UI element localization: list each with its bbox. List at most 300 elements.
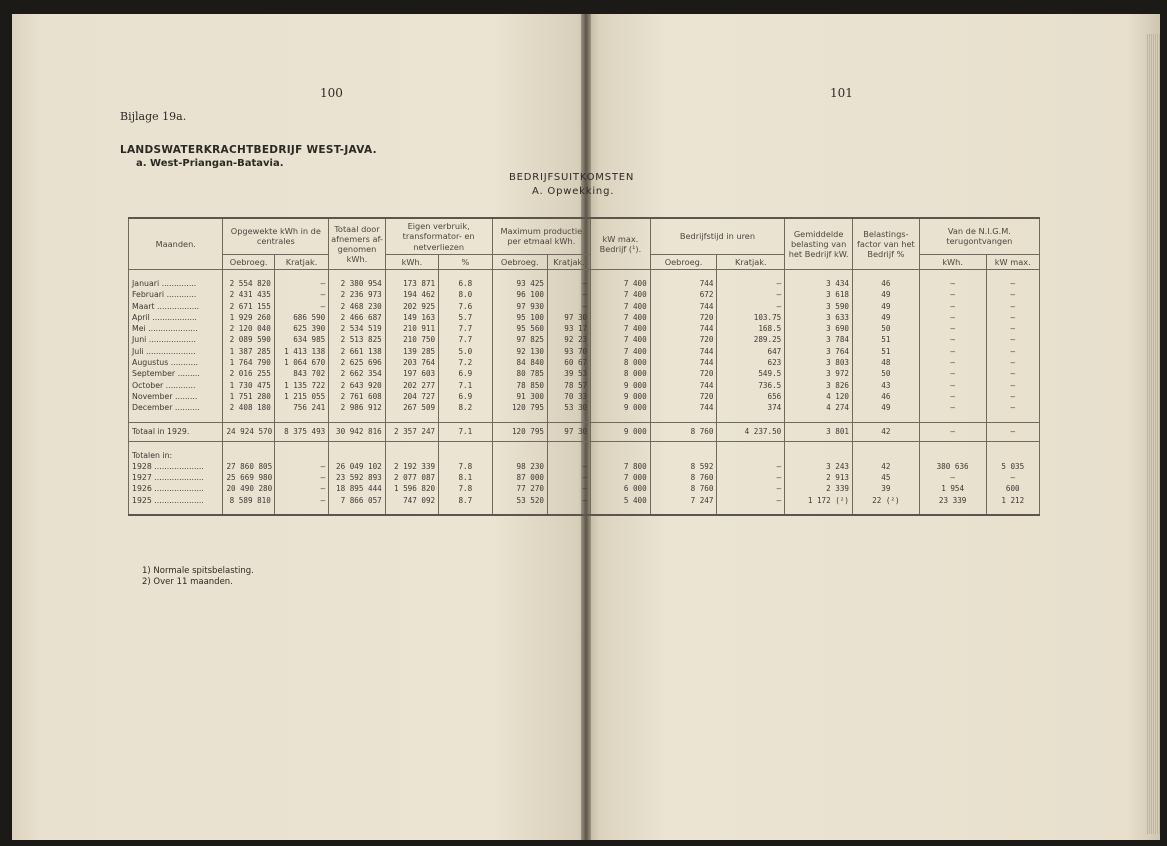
table-cell: 194 462: [385, 289, 438, 300]
table-cell: 97 930: [492, 301, 547, 312]
table-cell: —: [547, 483, 590, 494]
row-label: Totaal in 1929.: [129, 422, 223, 441]
spacer-row: [129, 270, 1040, 279]
table-cell: 39 53: [547, 368, 590, 379]
table-cell: —: [547, 278, 590, 289]
table-cell: 3 784: [785, 334, 853, 345]
header-oebroeg: Oebroeg.: [223, 254, 274, 269]
row-label: Januari ..............: [129, 278, 223, 289]
table-cell: 8.1: [439, 472, 492, 483]
table-row: [129, 380, 1040, 391]
table-row: [129, 301, 1040, 312]
region-subtitle: a. West-Priangan-Batavia.: [136, 158, 284, 169]
table-cell: 7.1: [439, 380, 492, 391]
table-cell: 1 064 670: [274, 357, 328, 368]
table-cell: 1 764 790: [223, 357, 274, 368]
table-cell: 7.7: [439, 334, 492, 345]
table-cell: 2 913: [785, 472, 853, 483]
table-cell: —: [986, 402, 1040, 413]
header-months: Maanden.: [129, 218, 223, 270]
table-cell: 3 618: [785, 289, 853, 300]
table-body: [129, 270, 1040, 516]
table-cell: 97 30: [547, 312, 590, 323]
table-row: [129, 422, 1040, 441]
row-label: October ............: [129, 380, 223, 391]
table-row: [129, 312, 1040, 323]
table-cell: 49: [853, 402, 920, 413]
table-cell: 23 339: [919, 495, 986, 506]
table-cell: 656: [717, 391, 785, 402]
table-cell: 43: [853, 380, 920, 391]
table-cell: 7.8: [439, 483, 492, 494]
table-cell: 103.75: [717, 312, 785, 323]
table-cell: 210 911: [385, 323, 438, 334]
table-cell: 5.0: [439, 346, 492, 357]
table-cell: 7 400: [591, 289, 651, 300]
table-cell: 98 230: [492, 461, 547, 472]
table-cell: 7.7: [439, 323, 492, 334]
table-cell: 139 285: [385, 346, 438, 357]
row-label: Augustus ...........: [129, 357, 223, 368]
table-cell: 18 895 444: [329, 483, 385, 494]
row-label: Mei ....................: [129, 323, 223, 334]
table-cell: 7 247: [650, 495, 717, 506]
table-cell: 149 163: [385, 312, 438, 323]
table-cell: 8 760: [650, 422, 717, 441]
table-cell: 120 795: [492, 422, 547, 441]
table-cell: 120 795: [492, 402, 547, 413]
table-cell: 1 730 475: [223, 380, 274, 391]
table-row: [129, 289, 1040, 300]
table-cell: —: [986, 357, 1040, 368]
table-cell: —: [919, 346, 986, 357]
table-cell: 22 (²): [853, 495, 920, 506]
table-cell: 78 850: [492, 380, 547, 391]
table-cell: 744: [650, 402, 717, 413]
table-cell: 93 425: [492, 278, 547, 289]
table-cell: 23 592 893: [329, 472, 385, 483]
row-label: Maart .................: [129, 301, 223, 312]
appendix-label: Bijlage 19a.: [120, 110, 187, 123]
table-cell: 843 702: [274, 368, 328, 379]
table-cell: 8 760: [650, 472, 717, 483]
table-cell: 747 092: [385, 495, 438, 506]
header-max-oebroeg: Oebroeg.: [492, 254, 547, 269]
table-cell: 634 985: [274, 334, 328, 345]
header-operating-time: Bedrijfstijd in uren: [650, 218, 785, 254]
table-cell: 549.5: [717, 368, 785, 379]
table-cell: 9 000: [591, 380, 651, 391]
section-title: BEDRIJFSUITKOMSTEN: [509, 172, 635, 183]
row-label: 1927 ....................: [129, 472, 223, 483]
table-cell: 97 825: [492, 334, 547, 345]
table-cell: 8 375 493: [274, 422, 328, 441]
table-cell: 92 23: [547, 334, 590, 345]
table-row: [129, 483, 1040, 494]
table-cell: 2 986 912: [329, 402, 385, 413]
table-cell: 7 000: [591, 472, 651, 483]
table-cell: 9 000: [591, 402, 651, 413]
table-cell: 92 130: [492, 346, 547, 357]
table-cell: 20 490 280: [223, 483, 274, 494]
table-cell: 686 590: [274, 312, 328, 323]
header-max-production: Maximum productie per etmaal kWh.: [492, 218, 591, 254]
header-generated: Opgewekte kWh in de centrales: [223, 218, 329, 254]
table-cell: 2 643 920: [329, 380, 385, 391]
table-cell: 2 016 255: [223, 368, 274, 379]
row-label: 1925 ....................: [129, 495, 223, 506]
table-cell: —: [919, 391, 986, 402]
footnote-2: 2) Over 11 maanden.: [142, 577, 233, 587]
table-cell: 2 408 180: [223, 402, 274, 413]
header-own-use: Eigen verbruik, transformator- en netverliezen: [385, 218, 492, 254]
table-cell: 720: [650, 368, 717, 379]
table-cell: 1 135 722: [274, 380, 328, 391]
table-cell: 744: [650, 323, 717, 334]
table-cell: 42: [853, 461, 920, 472]
table-cell: 173 871: [385, 278, 438, 289]
table-cell: 2 236 973: [329, 289, 385, 300]
table-cell: 27 860 805: [223, 461, 274, 472]
table-cell: 744: [650, 301, 717, 312]
table-cell: 3 590: [785, 301, 853, 312]
table-row: [129, 323, 1040, 334]
table-cell: —: [547, 301, 590, 312]
table-cell: 2 077 087: [385, 472, 438, 483]
table-cell: 50: [853, 368, 920, 379]
table-cell: —: [717, 461, 785, 472]
table-cell: 2 761 608: [329, 391, 385, 402]
header-kratjak: Kratjak.: [274, 254, 328, 269]
table-cell: —: [547, 495, 590, 506]
table-cell: —: [986, 472, 1040, 483]
table-cell: —: [986, 312, 1040, 323]
table-cell: 8 760: [650, 483, 717, 494]
table-cell: 49: [853, 289, 920, 300]
table-cell: —: [717, 278, 785, 289]
table-cell: —: [919, 357, 986, 368]
table-cell: —: [986, 289, 1040, 300]
table-row: [129, 402, 1040, 413]
table-cell: —: [717, 301, 785, 312]
table-cell: 289.25: [717, 334, 785, 345]
table-cell: 7 400: [591, 346, 651, 357]
row-label: Juli ....................: [129, 346, 223, 357]
table-cell: 1 929 260: [223, 312, 274, 323]
table-cell: 2 120 040: [223, 323, 274, 334]
row-label: September .........: [129, 368, 223, 379]
table-cell: 736.5: [717, 380, 785, 391]
table-cell: —: [919, 312, 986, 323]
open-book: [12, 14, 1160, 840]
table-cell: 87 000: [492, 472, 547, 483]
table-cell: 93 70: [547, 346, 590, 357]
table-cell: 4 274: [785, 402, 853, 413]
table-cell: 720: [650, 312, 717, 323]
table-cell: 2 554 820: [223, 278, 274, 289]
table-cell: 625 390: [274, 323, 328, 334]
header-nigm-kw: kW max.: [986, 254, 1040, 269]
table-cell: 6.8: [439, 278, 492, 289]
header-max-kratjak: Kratjak.: [547, 254, 590, 269]
table-cell: 7 400: [591, 301, 651, 312]
table-row: [129, 391, 1040, 402]
table-cell: 2 662 354: [329, 368, 385, 379]
table-row: [129, 334, 1040, 345]
table-cell: 49: [853, 312, 920, 323]
table-cell: 3 243: [785, 461, 853, 472]
table-cell: 756 241: [274, 402, 328, 413]
section-subtitle: A. Opwekking.: [532, 186, 615, 197]
header-own-pct: %: [439, 254, 492, 269]
table-cell: 95 100: [492, 312, 547, 323]
table-cell: 1 751 280: [223, 391, 274, 402]
table-cell: 6.9: [439, 368, 492, 379]
table-cell: 623: [717, 357, 785, 368]
table-cell: 197 603: [385, 368, 438, 379]
table-cell: 84 840: [492, 357, 547, 368]
table-cell: 51: [853, 346, 920, 357]
table-cell: 3 434: [785, 278, 853, 289]
table-cell: —: [919, 278, 986, 289]
table-cell: 1 596 820: [385, 483, 438, 494]
table-row: [129, 278, 1040, 289]
row-label: 1928 ....................: [129, 461, 223, 472]
table-cell: —: [547, 472, 590, 483]
table-cell: —: [986, 391, 1040, 402]
table-cell: —: [986, 323, 1040, 334]
table-cell: 51: [853, 334, 920, 345]
table-cell: 7 400: [591, 323, 651, 334]
table-cell: 4 237.50: [717, 422, 785, 441]
table-cell: 744: [650, 278, 717, 289]
table-cell: 2 357 247: [385, 422, 438, 441]
table-cell: 600: [986, 483, 1040, 494]
table-row: [129, 472, 1040, 483]
table-cell: 49: [853, 301, 920, 312]
table-cell: 2 661 138: [329, 346, 385, 357]
table-row: [129, 357, 1040, 368]
table-row: [129, 368, 1040, 379]
table-cell: —: [986, 422, 1040, 441]
footnote-1: 1) Normale spitsbelasting.: [142, 566, 254, 576]
table-cell: 672: [650, 289, 717, 300]
header-nigm-kwh: kWh.: [919, 254, 986, 269]
table-cell: 168.5: [717, 323, 785, 334]
table-cell: 8.7: [439, 495, 492, 506]
table-cell: 7.2: [439, 357, 492, 368]
table-cell: 210 750: [385, 334, 438, 345]
table-cell: 4 120: [785, 391, 853, 402]
header-time-kratjak: Kratjak.: [717, 254, 785, 269]
table-cell: 7 800: [591, 461, 651, 472]
row-label: Juni ...................: [129, 334, 223, 345]
table-cell: —: [274, 278, 328, 289]
table-cell: —: [717, 483, 785, 494]
table-cell: 2 380 954: [329, 278, 385, 289]
table-cell: 2 192 339: [385, 461, 438, 472]
table-cell: —: [986, 380, 1040, 391]
table-cell: 647: [717, 346, 785, 357]
header-average-load: Gemiddelde belasting van het Bedrijf kW.: [785, 218, 853, 270]
table-cell: 8 000: [591, 357, 651, 368]
table-cell: 7 400: [591, 334, 651, 345]
page-number-left: 100: [320, 86, 343, 100]
table-cell: 1 215 055: [274, 391, 328, 402]
table-cell: 46: [853, 278, 920, 289]
table-cell: 720: [650, 391, 717, 402]
table-cell: 7.8: [439, 461, 492, 472]
table-cell: 8.2: [439, 402, 492, 413]
table-cell: 2 625 696: [329, 357, 385, 368]
table-cell: 2 431 435: [223, 289, 274, 300]
table-cell: 720: [650, 334, 717, 345]
table-cell: —: [717, 472, 785, 483]
table-cell: —: [547, 461, 590, 472]
table-cell: —: [717, 495, 785, 506]
table-cell: —: [986, 278, 1040, 289]
table-cell: 8 000: [591, 368, 651, 379]
table-cell: 204 727: [385, 391, 438, 402]
table-row: [129, 495, 1040, 506]
table-cell: 3 764: [785, 346, 853, 357]
page-number-right: 101: [830, 86, 853, 100]
table-cell: 2 513 825: [329, 334, 385, 345]
table-cell: 744: [650, 357, 717, 368]
table-cell: —: [919, 301, 986, 312]
table-cell: 2 671 155: [223, 301, 274, 312]
totals-heading-row: [129, 450, 1040, 461]
table-cell: 7.1: [439, 422, 492, 441]
table-cell: 93 17: [547, 323, 590, 334]
table-cell: 9 000: [591, 422, 651, 441]
page-edges: [1146, 34, 1160, 834]
table-cell: 5 035: [986, 461, 1040, 472]
table-cell: —: [717, 289, 785, 300]
table-cell: —: [274, 495, 328, 506]
table-cell: —: [919, 334, 986, 345]
header-nigm: Van de N.I.G.M. terugontvangen: [919, 218, 1039, 254]
table-cell: —: [986, 301, 1040, 312]
table-cell: —: [274, 301, 328, 312]
row-label: April ..................: [129, 312, 223, 323]
table-cell: 39: [853, 483, 920, 494]
table-cell: 53 520: [492, 495, 547, 506]
table-cell: 744: [650, 380, 717, 391]
table-cell: 45: [853, 472, 920, 483]
row-label: Februari ............: [129, 289, 223, 300]
company-title: LANDSWATERKRACHTBEDRIJF WEST-JAVA.: [120, 144, 377, 156]
table-cell: —: [919, 289, 986, 300]
table-cell: 70 33: [547, 391, 590, 402]
table-cell: 2 534 519: [329, 323, 385, 334]
table-cell: 3 803: [785, 357, 853, 368]
table-cell: 25 669 980: [223, 472, 274, 483]
table-cell: 1 172 (²): [785, 495, 853, 506]
table-cell: 3 801: [785, 422, 853, 441]
table-cell: —: [919, 402, 986, 413]
table-cell: —: [919, 323, 986, 334]
table-cell: 203 764: [385, 357, 438, 368]
table-cell: 6 000: [591, 483, 651, 494]
table-cell: 8 592: [650, 461, 717, 472]
table-row: [129, 346, 1040, 357]
table-cell: 1 954: [919, 483, 986, 494]
row-label: 1926 ....................: [129, 483, 223, 494]
table-cell: 374: [717, 402, 785, 413]
table-cell: 6.9: [439, 391, 492, 402]
table-cell: 48: [853, 357, 920, 368]
table-cell: 2 089 590: [223, 334, 274, 345]
table-cell: 7.6: [439, 301, 492, 312]
spacer-row: [129, 441, 1040, 450]
table-cell: 3 826: [785, 380, 853, 391]
table-cell: —: [274, 483, 328, 494]
table-cell: 7 400: [591, 312, 651, 323]
table-cell: —: [919, 380, 986, 391]
table-cell: 24 924 570: [223, 422, 274, 441]
table-cell: 5 400: [591, 495, 651, 506]
table-cell: —: [274, 472, 328, 483]
table-cell: 60 67: [547, 357, 590, 368]
table-cell: 80 785: [492, 368, 547, 379]
table-cell: 91 300: [492, 391, 547, 402]
table-cell: —: [986, 368, 1040, 379]
header-own-kwh: kWh.: [385, 254, 438, 269]
table-cell: 7 400: [591, 278, 651, 289]
table-cell: 1 387 285: [223, 346, 274, 357]
table-cell: 46: [853, 391, 920, 402]
table-cell: —: [919, 472, 986, 483]
header-total-consumed: Totaal door afnemers af- genomen kWh.: [329, 218, 385, 270]
table-cell: 380 636: [919, 461, 986, 472]
table-cell: 3 633: [785, 312, 853, 323]
table-cell: 1 212: [986, 495, 1040, 506]
table-cell: 50: [853, 323, 920, 334]
table-cell: 3 972: [785, 368, 853, 379]
table-cell: 2 339: [785, 483, 853, 494]
table-cell: 77 270: [492, 483, 547, 494]
table-cell: 7 866 057: [329, 495, 385, 506]
spacer-row: [129, 414, 1040, 423]
table-cell: —: [919, 368, 986, 379]
row-label: November .........: [129, 391, 223, 402]
table-cell: 30 942 816: [329, 422, 385, 441]
table-cell: 8 589 810: [223, 495, 274, 506]
table-cell: —: [547, 289, 590, 300]
table-cell: —: [919, 422, 986, 441]
table-cell: 202 925: [385, 301, 438, 312]
table-cell: 8.0: [439, 289, 492, 300]
table-cell: 2 468 230: [329, 301, 385, 312]
table-cell: 26 049 102: [329, 461, 385, 472]
table-cell: 2 466 687: [329, 312, 385, 323]
header-load-factor: Belastings- factor van het Bedrijf %: [853, 218, 920, 270]
table-cell: 744: [650, 346, 717, 357]
header-kw-max: kW max. Bedrijf (¹).: [591, 218, 651, 270]
table-cell: —: [986, 334, 1040, 345]
operations-table: [128, 217, 1040, 516]
table-cell: —: [274, 289, 328, 300]
table-cell: 53 30: [547, 402, 590, 413]
table-cell: 95 560: [492, 323, 547, 334]
table-cell: 1 413 138: [274, 346, 328, 357]
table-cell: 3 690: [785, 323, 853, 334]
row-label: December ..........: [129, 402, 223, 413]
table-cell: 5.7: [439, 312, 492, 323]
table-cell: 9 000: [591, 391, 651, 402]
table-cell: 42: [853, 422, 920, 441]
